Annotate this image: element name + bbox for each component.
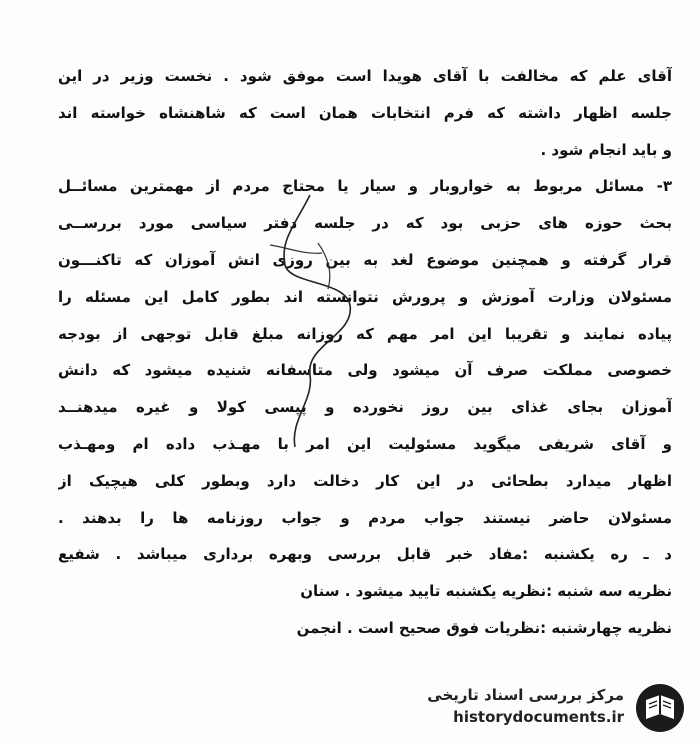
document-line: خصوصی مملکت صرف آن میشود ولی متاسفانه شنیده میشود که دانش <box>58 361 672 380</box>
watermark-name: مرکز بررسی اسناد تاریخی <box>427 686 624 704</box>
document-line: ۳- مسائل مربوط به خواروبار و سیار یا محتاج مردم از مهمترین مسائــل <box>58 177 672 196</box>
watermark <box>418 680 694 740</box>
document-line: آموزان بجای غذای بین روز نخورده و پپسی کولا و غیره میدهنــد <box>58 398 672 417</box>
document-line: آقای علم که مخالفت با آقای هویدا است موفق شود . نخست وزیر در این <box>58 67 672 85</box>
document-line: اظهار میدارد بطحائی در این کار دخالت دارد وبطور کلی هیچیک از <box>58 471 672 490</box>
document-line: و آقای شریفی میگوید مسئولیت این امر با مهـذب داده ام ومهـذب <box>58 434 672 453</box>
book-emblem-icon <box>634 682 686 734</box>
document-line: قرار گرفته و همچنین موضوع لغد به بین روزی انش آموزان که تاکنـــون <box>58 250 672 269</box>
document-line: نظریه چهارشنبه :نظریات فوق صحیح است . انجمن <box>296 618 672 637</box>
document-line: مسئولان وزارت آموزش و پرورش نتوانسته اند بطور کامل این مسئله را <box>58 287 672 306</box>
document-line: پیاده نمایند و تقریبا این امر مهم که روزانه مبلغ قابل توجهی از بودجه <box>58 324 672 343</box>
document-line: نظریه سه شنبه :نظریه یکشنبه تایید میشود . سنان <box>300 582 672 601</box>
document-line: و باید انجام شود . <box>540 140 672 159</box>
document-line: جلسه اظهار داشته که فرم انتخابات همان است که شاهنشاه خواسته اند <box>58 103 672 122</box>
document-line: مسئولان حاضر نیستند جواب مردم و جواب روزنامه ها را بدهند . <box>58 508 672 527</box>
document-line: د ـ ره یکشنبه :مفاد خبر قابل بررسی وبهره برداری میباشد . شفیع <box>58 545 672 564</box>
watermark-url: historydocuments.ir <box>453 708 624 726</box>
watermark-texts <box>414 684 624 728</box>
document-body <box>58 58 672 647</box>
document-line: بحث حوزه های حزبی بود که در جلسه دفتر سیاسی مورد بررســی <box>58 214 672 233</box>
